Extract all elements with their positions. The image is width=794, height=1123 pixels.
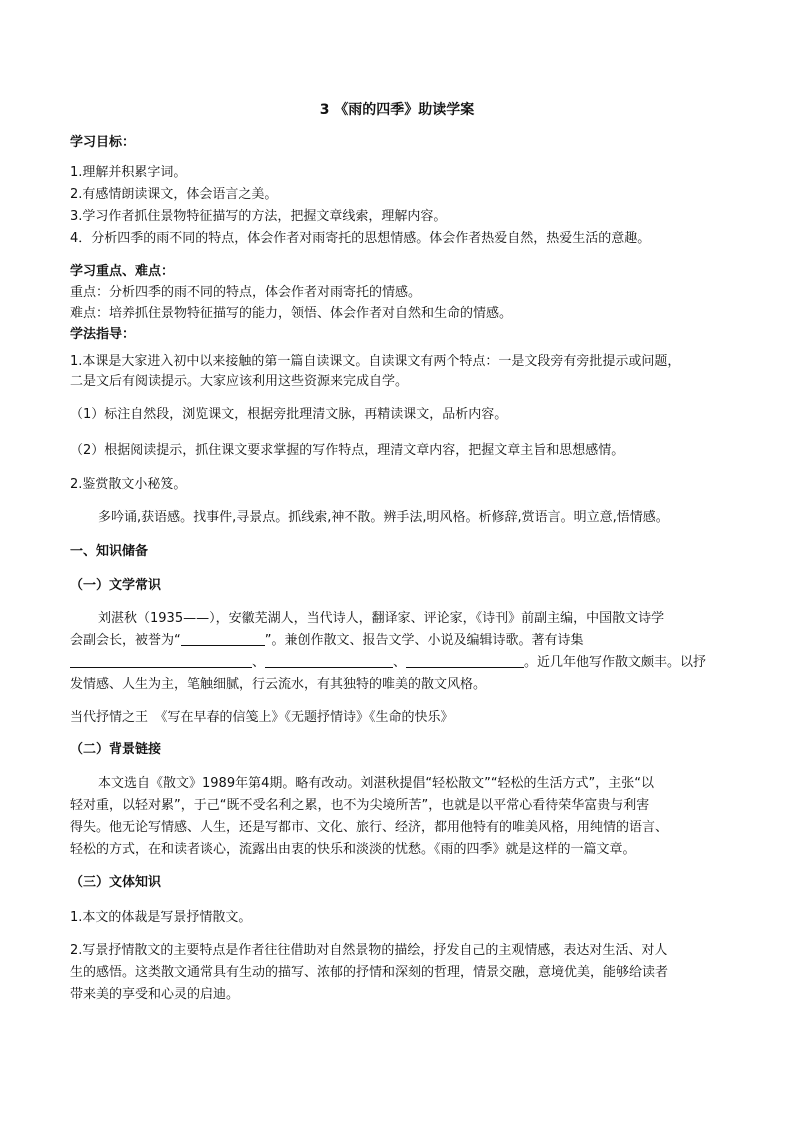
separator: 、 — [252, 655, 266, 670]
goals-heading: 学习目标： — [70, 135, 136, 150]
goal-item: 4．分析四季的雨不同的特点，体会作者对雨寄托的思想情感。体会作者热爱自然，热爱生活的意趣。 — [70, 231, 651, 246]
method-paragraph-2: 2.鉴赏散文小秘笈。 — [70, 477, 187, 492]
author-intro: 刘湛秋（1935——），安徽芜湖人，当代诗人，翻译家、评论家，《诗刊》前副主编，中国散文诗学 — [98, 611, 665, 626]
method-paragraph: 二是文后有阅读提示。大家应该利用这些资源来完成自学。 — [70, 374, 409, 389]
background-text: 轻松的方式，在和读者谈心，流露出由衷的快乐和淡淡的忧愁。《雨的四季》就是这样的一篇文章。 — [70, 842, 636, 857]
method-heading: 学法指导： — [70, 327, 136, 342]
background-heading: （二）背景链接 — [70, 742, 162, 757]
section-heading: 一、知识储备 — [70, 544, 149, 559]
genre-text: 2.写景抒情散文的主要特点是作者往往借助对自然景物的描绘，抒发自己的主观情感，表达对生活、对人 — [70, 943, 668, 958]
fill-blank-nickname[interactable] — [181, 632, 265, 646]
genre-heading: （三）文体知识 — [70, 875, 162, 890]
fill-blank-work-2[interactable] — [265, 654, 393, 668]
goal-item: 2.有感情朗读课文，体会语言之美。 — [70, 187, 278, 202]
genre-text: 带来美的享受和心灵的启迪。 — [70, 987, 240, 1002]
literature-heading: （一）文学常识 — [70, 578, 162, 593]
goal-item: 3.学习作者抓住景物特征描写的方法，把握文章线索，理解内容。 — [70, 209, 447, 224]
background-text: 轻对重，以轻对累”，于己“既不受名利之累，也不为尖境所苦”，也就是以平常心看待荣华富贵与利害 — [70, 798, 650, 813]
method-tips: 多吟诵,获语感。找事件,寻景点。抓线索,神不散。辨手法,明风格。析修辞,赏语言。明立意,悟情感。 — [98, 510, 669, 525]
author-intro-text: ”。兼创作散文、报告文学、小说及编辑诗歌。著有诗集 — [264, 633, 584, 648]
author-intro-text: 。近几年他写作散文颇丰。以抒 — [524, 655, 707, 670]
author-intro — [70, 632, 584, 650]
author-intro: 发情感、人生为主，笔触细腻，行云流水，有其独特的唯美的散文风格。 — [70, 677, 487, 692]
method-step-1: （1）标注自然段，浏览课文，根据旁批理清文脉，再精读课文，品析内容。 — [70, 407, 508, 422]
goal-item: 1.理解并积累字词。 — [70, 165, 187, 180]
answer-key: 当代抒情之王 《写在早春的信笺上》《无题抒情诗》《生命的快乐》 — [70, 710, 454, 725]
focus-text: 重点：分析四季的雨不同的特点，体会作者对雨寄托的情感。 — [70, 285, 422, 300]
background-text: 本文选自《散文》1989年第4期。略有改动。刘湛秋提倡“轻松散文”“轻松的生活方式”，主张“以 — [98, 776, 655, 791]
key-points-heading: 学习重点、难点： — [70, 264, 175, 279]
fill-blank-work-1[interactable] — [70, 654, 252, 668]
background-text: 得失。他无论写情感、人生，还是写都市、文化、旅行、经济，都用他特有的唯美风格，用纯情的语言、 — [70, 820, 669, 835]
document-title: 3 《雨的四季》助读学案 — [319, 102, 475, 118]
separator: 、 — [393, 655, 407, 670]
genre-text: 生的感悟。这类散文通常具有生动的描写、浓郁的抒情和深刻的哲理，情景交融，意境优美，能够给读者 — [70, 965, 669, 980]
difficulty-text: 难点：培养抓住景物特征描写的能力，领悟、体会作者对自然和生命的情感。 — [70, 306, 513, 321]
genre-text: 1.本文的体裁是写景抒情散文。 — [70, 910, 252, 925]
fill-blank-work-3[interactable] — [406, 654, 524, 668]
author-intro-text: 会副会长，被誉为“ — [70, 633, 181, 648]
method-step-2: （2）根据阅读提示，抓住课文要求掌握的写作特点，理清文章内容，把握文章主旨和思想感情。 — [70, 443, 625, 458]
method-paragraph: 1.本课是大家进入初中以来接触的第一篇自读课文。自读课文有两个特点：一是文段旁有旁批提示或问题， — [70, 354, 681, 369]
author-intro — [70, 654, 706, 672]
